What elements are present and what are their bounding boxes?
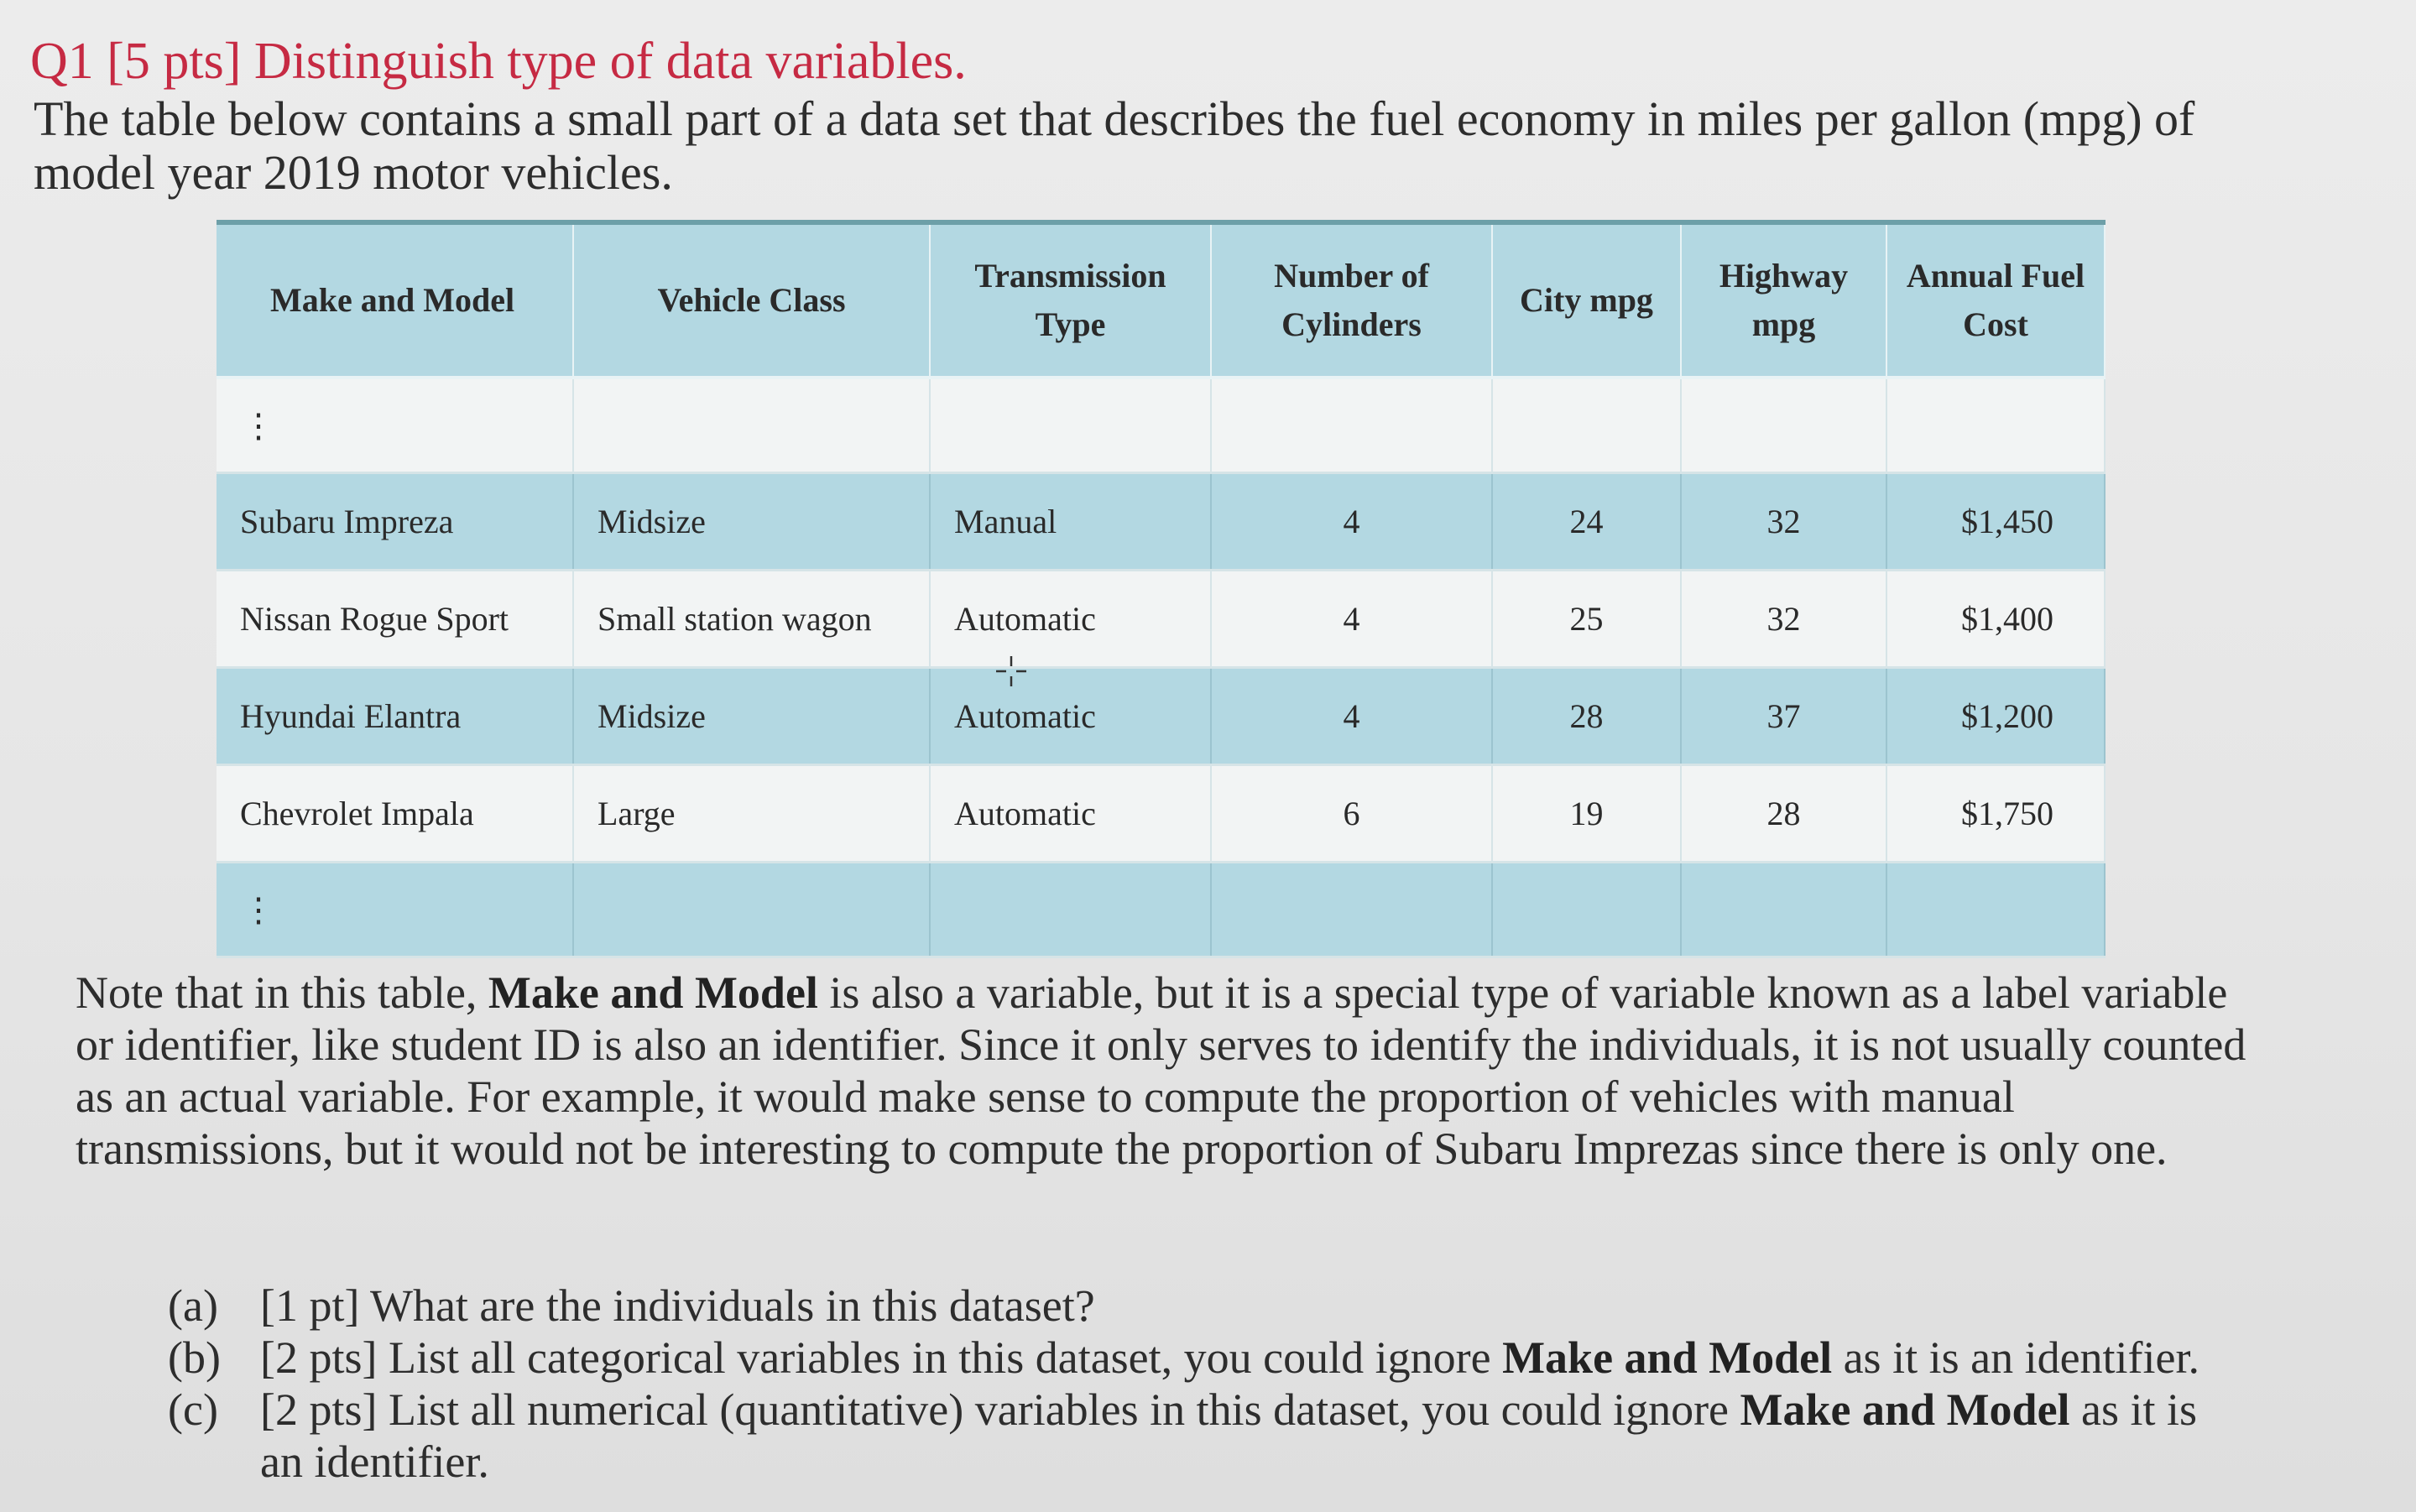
table-row-ellipsis-bottom — [217, 863, 2105, 957]
sub-question-text-start: [2 pts] List all categorical variables in this dataset, you could ignore — [260, 1332, 1503, 1383]
cell-cylinders: 4 — [1211, 473, 1492, 571]
table-row — [217, 473, 2105, 571]
header-vehicle-class: Vehicle Class — [573, 222, 930, 378]
sub-question-text-end: as it is an identifier. — [260, 1384, 2198, 1487]
sub-question-a — [168, 1280, 2249, 1332]
sub-question-text — [260, 1332, 2249, 1384]
sub-question-bold-term: Make and Model — [1740, 1384, 2070, 1435]
sub-question-bold-term: Make and Model — [1502, 1332, 1833, 1383]
cell-cylinders: 4 — [1211, 571, 1492, 668]
sub-question-text-end: as it is an identifier. — [1832, 1332, 2199, 1383]
sub-question-marker: (b) — [168, 1332, 221, 1383]
sub-question-marker: (c) — [168, 1384, 218, 1435]
cell-highway-mpg: 28 — [1681, 765, 1886, 863]
cell-highway-mpg: 32 — [1681, 571, 1886, 668]
cell-make-model: Hyundai Elantra — [217, 668, 573, 765]
sub-questions-list — [168, 1280, 2249, 1488]
ellipsis-mark: ⋮ — [217, 863, 573, 957]
cell-transmission: Automatic — [930, 765, 1211, 863]
question-title: Q1 [5 pts] Distinguish type of data variables. — [30, 33, 967, 90]
sub-question-c — [168, 1384, 2249, 1488]
cell-highway-mpg: 32 — [1681, 473, 1886, 571]
fuel-economy-table — [217, 220, 2106, 958]
table-row — [217, 571, 2105, 668]
table-header-row — [217, 222, 2105, 378]
header-highway-mpg: Highway mpg — [1681, 222, 1886, 378]
table-row-ellipsis-top — [217, 378, 2105, 473]
cell-transmission: Automatic — [930, 668, 1211, 765]
cell-city-mpg: 19 — [1492, 765, 1681, 863]
header-make-model: Make and Model — [217, 222, 573, 378]
header-city-mpg: City mpg — [1492, 222, 1681, 378]
header-number-of-cylinders: Number of Cylinders — [1211, 222, 1492, 378]
cell-city-mpg: 24 — [1492, 473, 1681, 571]
table-row — [217, 668, 2105, 765]
cell-annual-fuel-cost: $1,200 — [1886, 668, 2105, 765]
sub-question-text — [260, 1384, 2249, 1488]
ellipsis-mark: ⋮ — [217, 378, 573, 473]
cell-cylinders: 6 — [1211, 765, 1492, 863]
note-bold-term: Make and Model — [488, 967, 818, 1018]
header-annual-fuel-cost: Annual Fuel Cost — [1886, 222, 2105, 378]
cell-transmission: Automatic — [930, 571, 1211, 668]
cell-vehicle-class: Large — [573, 765, 930, 863]
note-paragraph — [76, 967, 2257, 1175]
cell-city-mpg: 28 — [1492, 668, 1681, 765]
cell-annual-fuel-cost: $1,400 — [1886, 571, 2105, 668]
sub-question-b — [168, 1332, 2249, 1384]
cell-cylinders: 4 — [1211, 668, 1492, 765]
cell-annual-fuel-cost: $1,450 — [1886, 473, 2105, 571]
cell-vehicle-class: Midsize — [573, 473, 930, 571]
sub-question-marker: (a) — [168, 1280, 218, 1331]
cell-vehicle-class: Midsize — [573, 668, 930, 765]
cell-city-mpg: 25 — [1492, 571, 1681, 668]
sub-question-text: [1 pt] What are the individuals in this dataset? — [260, 1280, 1095, 1331]
header-transmission-type: Transmission Type — [930, 222, 1211, 378]
crosshair-cursor-icon — [994, 654, 1028, 688]
question-intro: The table below contains a small part of a data set that describes the fuel economy in miles per gallon (mpg) of model year 2019 motor vehicles. — [34, 91, 2195, 200]
cell-make-model: Nissan Rogue Sport — [217, 571, 573, 668]
sub-question-text-start: [2 pts] List all numerical (quantitative) variables in this dataset, you could ignore — [260, 1384, 1740, 1435]
note-text-start: Note that in this table, — [76, 967, 488, 1018]
cell-transmission: Manual — [930, 473, 1211, 571]
cell-make-model: Subaru Impreza — [217, 473, 573, 571]
cell-highway-mpg: 37 — [1681, 668, 1886, 765]
cell-annual-fuel-cost: $1,750 — [1886, 765, 2105, 863]
cell-vehicle-class: Small station wagon — [573, 571, 930, 668]
note-text-rest: is also a variable, but it is a special type of variable known as a label variable or identifier, like student ID is also an identifier. Since it only serves to identify the individuals, it is not usually counted as an actual variable. For example, it would make sense to compute the proportion of vehicles with manual transmissions, but it would not be interesting to compute the proportion of Subaru Imprezas since there is only one. — [76, 967, 2246, 1174]
cell-make-model: Chevrolet Impala — [217, 765, 573, 863]
table-row — [217, 765, 2105, 863]
